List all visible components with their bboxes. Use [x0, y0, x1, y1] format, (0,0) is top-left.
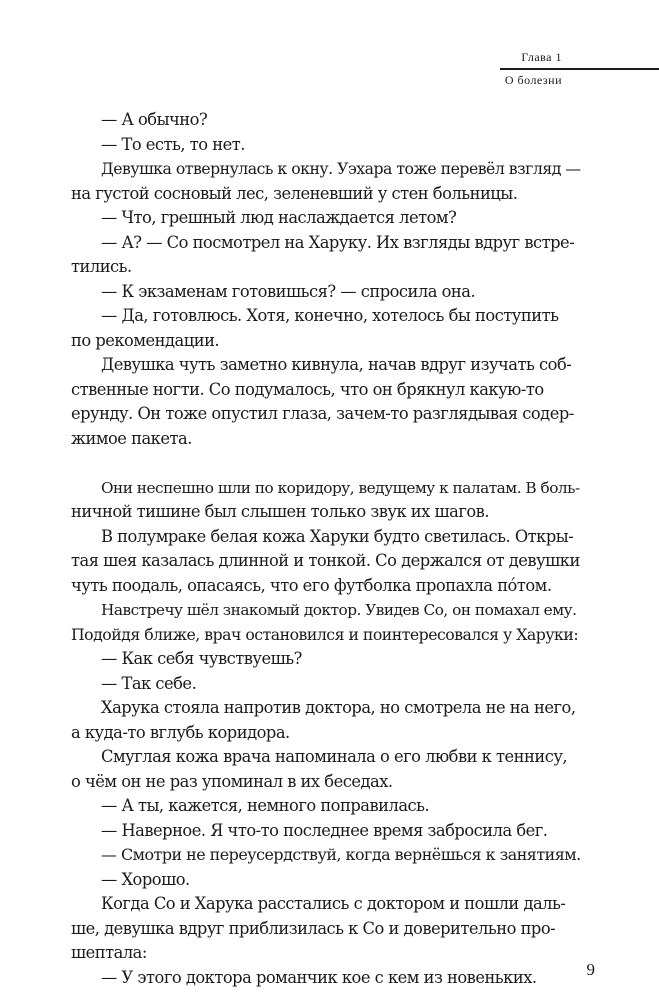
text-line: — Так себе.: [101, 673, 197, 693]
text-line: шептала:: [71, 943, 147, 962]
text-line: — Смотри не переусердствуй, когда вернёшься к занятиям.: [101, 845, 581, 864]
text-line: — А обычно?: [101, 110, 208, 129]
text-line: Харука стояла напротив доктора, но смотрела не на него,: [101, 698, 576, 717]
text-line: — Что, грешный люд наслаждается летом?: [101, 208, 457, 227]
running-head-section: О болезни: [504, 73, 562, 87]
text-line: В полумраке белая кожа Харуки будто светилась. Откры-: [101, 526, 574, 546]
text-line: Девушка чуть заметно кивнула, начав вдруг изучать соб-: [101, 355, 572, 374]
text-line: ственные ногти. Со подумалось, что он брякнул какую-то: [71, 379, 544, 399]
text-line: Девушка отвернулась к окну. Уэхара тоже перевёл взгляд —: [101, 159, 581, 178]
text-line: — А? — Со посмотрел на Харуку. Их взгляды вдруг встре-: [101, 232, 575, 252]
text-line: чуть поодаль, опасаясь, что его футболка пропахла пóтом.: [71, 575, 552, 595]
text-line: — У этого доктора романчик кое с кем из новеньких.: [101, 967, 537, 987]
text-line: — К экзаменам готовишься? — спросила она.: [101, 281, 476, 301]
text-line: Смуглая кожа врача напоминала о его любви к теннису,: [101, 747, 568, 766]
text-line: тились.: [71, 257, 132, 276]
text-line: Они неспешно шли по коридору, ведущему к палатам. В боль-: [101, 478, 580, 497]
text-line: Подойдя ближе, врач остановился и поинтересовался у Харуки:: [71, 624, 579, 644]
text-line: ерунду. Он тоже опустил глаза, зачем-то разглядывая содер-: [71, 404, 574, 423]
text-line: о чём он не раз упоминал в их беседах.: [71, 771, 393, 791]
text-line: — Как себя чувствуешь?: [101, 649, 302, 668]
text-line: Навстречу шёл знакомый доктор. Увидев Со, он помахал ему.: [101, 601, 577, 619]
page-number: 9: [586, 960, 595, 979]
text-line: тая шея казалась длинной и тонкой. Со держался от девушки: [71, 551, 580, 570]
text-line: — То есть, то нет.: [101, 134, 245, 154]
body-text: [71, 108, 581, 990]
running-head-rule: [500, 68, 659, 70]
text-line: Когда Со и Харука расстались с доктором и пошли даль-: [101, 894, 566, 913]
text-line: — Наверное. Я что-то последнее время забросила бег.: [101, 820, 548, 840]
text-line: — Хорошо.: [101, 869, 190, 889]
text-line: — А ты, кажется, немного поправилась.: [101, 796, 430, 815]
text-line: а куда-то вглубь коридора.: [71, 722, 290, 742]
text-line: — Да, готовлюсь. Хотя, конечно, хотелось бы поступить: [101, 306, 559, 325]
text-line: ничной тишине был слышен только звук их шагов.: [71, 502, 490, 521]
text-line: на густой сосновый лес, зеленевший у стен больницы.: [71, 183, 518, 203]
text-line: ше, девушка вдруг приблизилась к Со и доверительно про-: [71, 918, 556, 938]
text-line: жимое пакета.: [71, 428, 192, 448]
text-line: по рекомендации.: [71, 330, 220, 350]
running-head-chapter: Глава 1: [521, 50, 562, 64]
